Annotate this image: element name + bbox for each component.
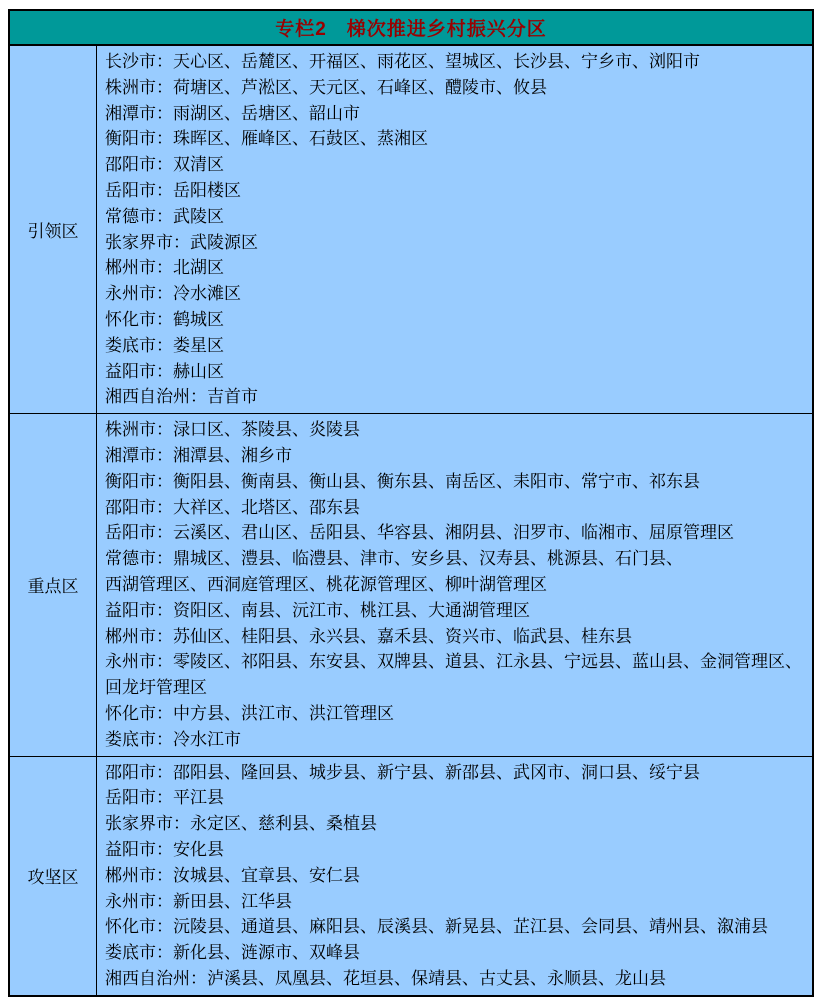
zone-label: 重点区 [10, 414, 97, 755]
zone-line: 永州市：零陵区、祁阳县、东安县、双牌县、道县、江永县、宁远县、蓝山县、金洞管理区、 [105, 652, 802, 672]
zone-line: 张家界市：永定区、慈利县、桑植县 [105, 814, 377, 834]
zone-line: 岳阳市：平江县 [105, 788, 224, 808]
zone-line: 邵阳市：大祥区、北塔区、邵东县 [105, 497, 360, 517]
zone-line: 常德市：鼎城区、澧县、临澧县、津市、安乡县、汉寿县、桃源县、石门县、 [105, 549, 683, 569]
table-header [10, 11, 812, 46]
zone-content [97, 757, 812, 995]
zone-row [10, 414, 812, 756]
table-body [10, 46, 812, 995]
zone-line: 株洲市：渌口区、茶陵县、炎陵县 [105, 420, 360, 440]
zone-row [10, 757, 812, 995]
zone-line: 怀化市：沅陵县、通道县、麻阳县、辰溪县、新晃县、芷江县、会同县、靖州县、溆浦县 [105, 917, 768, 937]
zone-line: 郴州市：汝城县、宜章县、安仁县 [105, 865, 360, 885]
zone-line: 岳阳市：岳阳楼区 [105, 180, 241, 200]
zone-line: 湘西自治州：吉首市 [105, 387, 258, 407]
zone-line: 邵阳市：双清区 [105, 155, 224, 175]
zone-line: 郴州市：北湖区 [105, 258, 224, 278]
zone-line: 衡阳市：珠晖区、雁峰区、石鼓区、蒸湘区 [105, 129, 428, 149]
zone-line: 岳阳市：云溪区、君山区、岳阳县、华容县、湘阴县、汨罗市、临湘市、屈原管理区 [105, 523, 734, 543]
zone-line: 益阳市：资阳区、南县、沅江市、桃江县、大通湖管理区 [105, 600, 530, 620]
zone-content [97, 46, 812, 413]
zone-line: 永州市：冷水滩区 [105, 284, 241, 304]
zone-line: 娄底市：娄星区 [105, 335, 224, 355]
zone-line: 回龙圩管理区 [105, 678, 207, 698]
zone-line: 怀化市：中方县、洪江市、洪江管理区 [105, 703, 394, 723]
zone-line: 娄底市：新化县、涟源市、双峰县 [105, 943, 360, 963]
zone-line: 湘潭市：湘潭县、湘乡市 [105, 445, 292, 465]
zone-row [10, 46, 812, 414]
zone-content [97, 414, 812, 755]
zone-line: 永州市：新田县、江华县 [105, 891, 292, 911]
zone-line: 长沙市：天心区、岳麓区、开福区、雨花区、望城区、长沙县、宁乡市、浏阳市 [105, 52, 700, 71]
zone-label: 攻坚区 [10, 757, 97, 995]
zone-line: 张家界市：武陵源区 [105, 232, 258, 252]
zone-line: 常德市：武陵区 [105, 206, 224, 226]
zone-line: 邵阳市：邵阳县、隆回县、城步县、新宁县、新邵县、武冈市、洞口县、绥宁县 [105, 762, 700, 782]
zone-line: 西湖管理区、西洞庭管理区、桃花源管理区、柳叶湖管理区 [105, 574, 547, 594]
zone-line: 衡阳市：衡阳县、衡南县、衡山县、衡东县、南岳区、耒阳市、常宁市、祁东县 [105, 471, 700, 491]
zone-line: 湘潭市：雨湖区、岳塘区、韶山市 [105, 103, 360, 123]
zone-line: 湘西自治州：泸溪县、凤凰县、花垣县、保靖县、古丈县、永顺县、龙山县 [105, 968, 666, 988]
zone-line: 怀化市：鹤城区 [105, 309, 224, 329]
zone-line: 郴州市：苏仙区、桂阳县、永兴县、嘉禾县、资兴市、临武县、桂东县 [105, 626, 632, 646]
zoning-table [8, 9, 814, 997]
zone-label: 引领区 [10, 46, 97, 413]
zone-line: 娄底市：冷水江市 [105, 729, 241, 749]
table-title: 专栏2 梯次推进乡村振兴分区 [275, 19, 547, 40]
zone-line: 益阳市：赫山区 [105, 361, 224, 381]
zone-line: 株洲市：荷塘区、芦淞区、天元区、石峰区、醴陵市、攸县 [105, 77, 547, 97]
zone-line: 益阳市：安化县 [105, 839, 224, 859]
